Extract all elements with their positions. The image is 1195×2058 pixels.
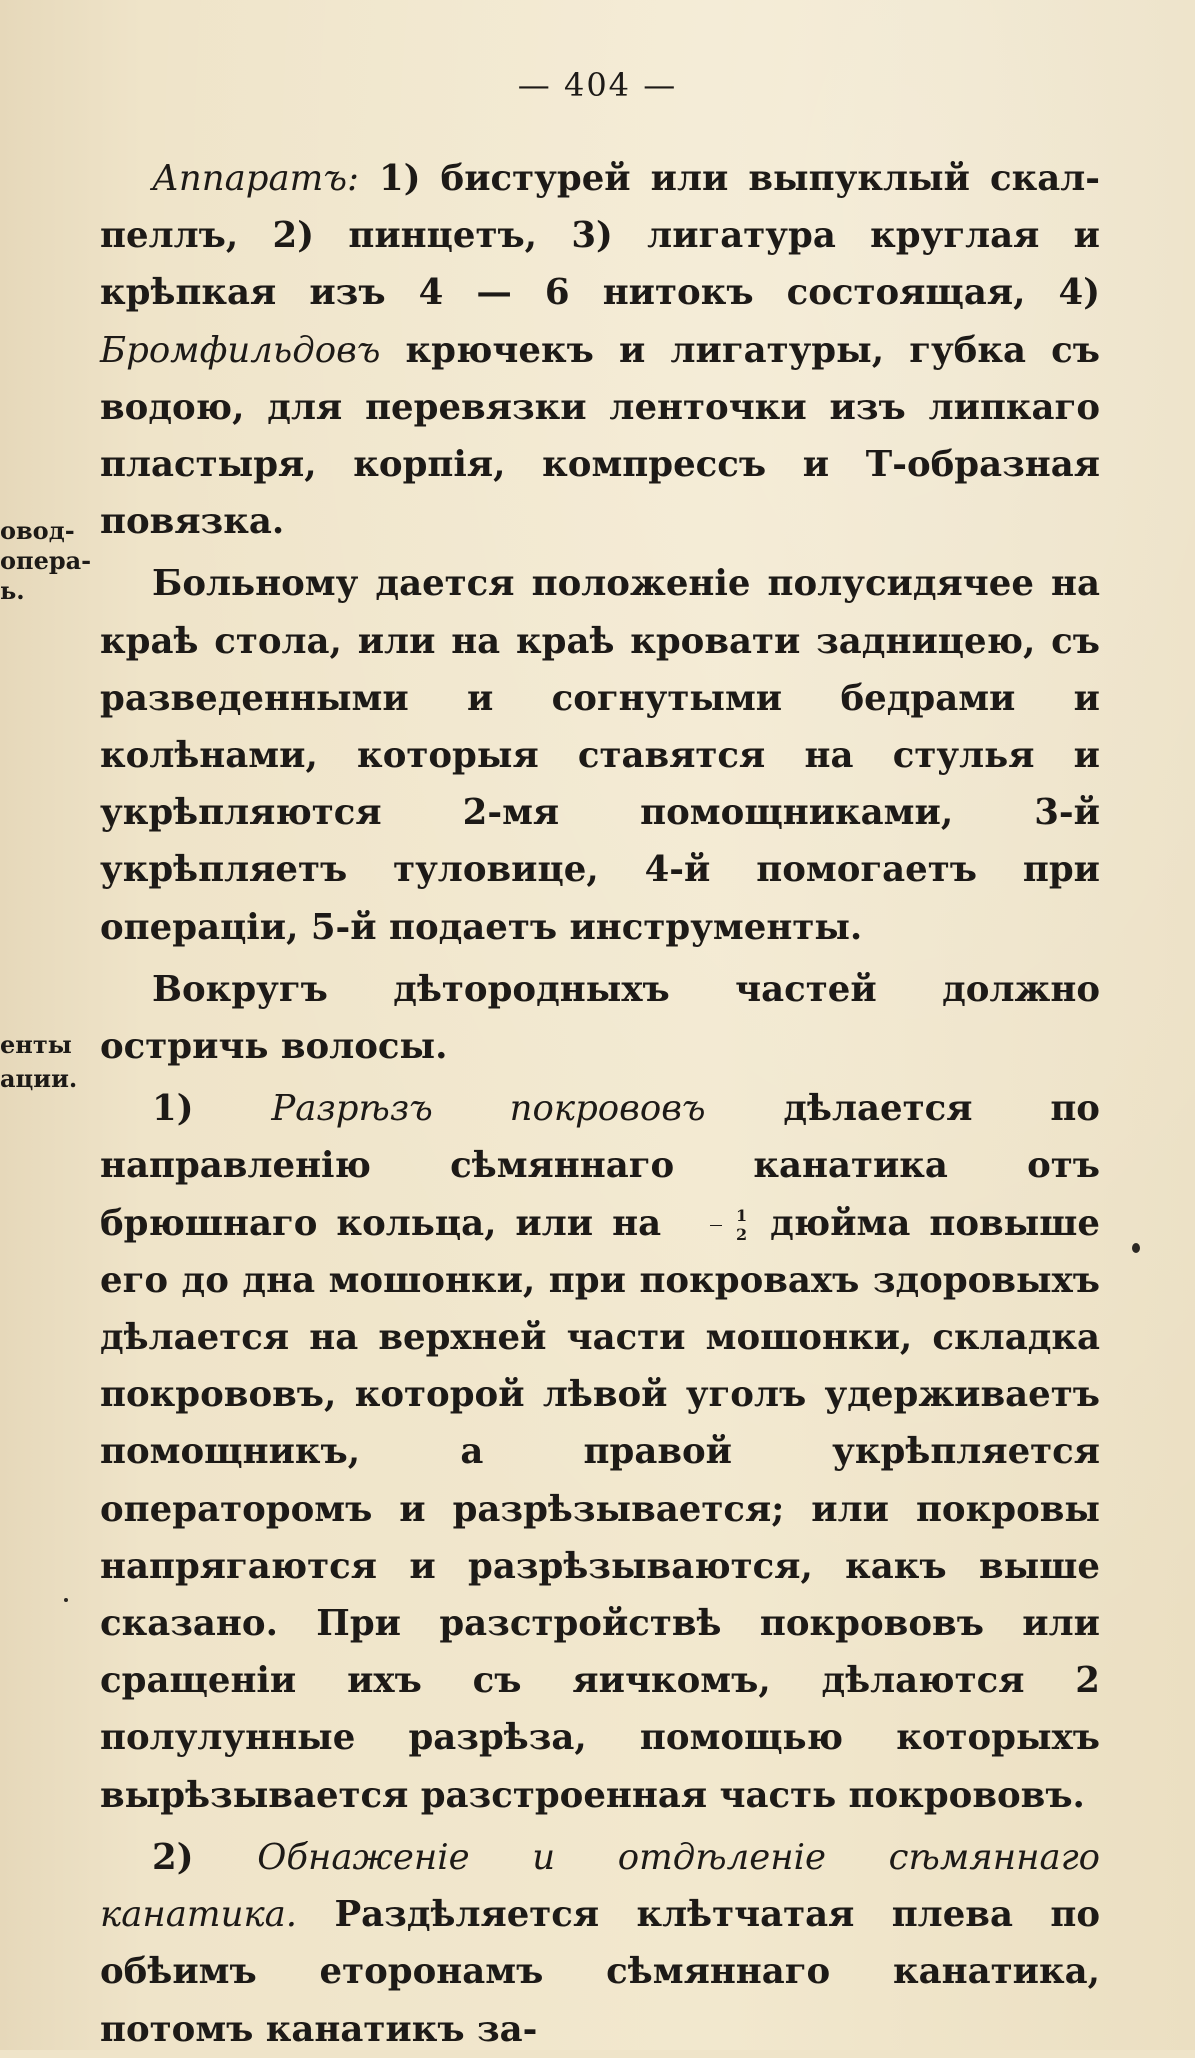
italic-term: Аппаратъ: <box>152 158 359 199</box>
italic-term: Разрѣзъ покрововъ <box>271 1088 706 1130</box>
paragraph-apparatus <box>100 150 1100 550</box>
margin-note: ь. <box>0 576 25 605</box>
margin-note: ации. <box>0 1064 78 1093</box>
text-run: крючекъ и лигатуры, губка съ водою, для перевязки ленточки изъ липкаго пластыря, корпія, компрессъ и Т-образная повязка. <box>100 329 1100 543</box>
italic-term: Бромфильдовъ <box>100 329 381 371</box>
fraction-denominator: 2 <box>736 1224 748 1244</box>
ink-spot <box>1132 1243 1140 1253</box>
text-run: дѣлается по направленію сѣмяннаго канатика отъ брюшнаго кольца, или на <box>100 1088 1100 1244</box>
fraction <box>684 1205 748 1244</box>
ink-spot <box>64 1598 68 1602</box>
text-run: Раздѣляется клѣтчатая плева по обѣимъ еторонамъ сѣмяннаго канатика, потомъ канатикъ за- <box>100 1894 1100 2050</box>
paragraph-incision <box>100 1080 1100 1824</box>
fraction-bar <box>710 1225 722 1226</box>
paragraph-position: Больному дается положеніе полусидячее на краѣ стола, или на краѣ кровати задницею, съ разведенными и согнутыми бедрами и колѣнами, которыя ставятся на стулья и укрѣпляются 2-мя помощниками, 3-й укрѣпляетъ туловице, 4-й помогаетъ при операціи, 5-й подаетъ инструменты. <box>100 563 1100 948</box>
text-run: 1) бистурей или выпуклый скал-пеллъ, 2) пинцетъ, 3) лигатура круглая и крѣпкая изъ 4 — 6 нитокъ состоящая, 4) <box>100 158 1100 314</box>
text-run: дюйма повыше его до дна мошонки, при покровахъ здоровыхъ дѣлается на верхней части мошонки, складка покрововъ, которой лѣвой уголъ удерживаетъ помощникъ, а правой укрѣпляется операторомъ и разрѣзывается; или покровы напрягаются и разрѣзываются, какъ выше сказано. При разстройствѣ покрововъ или сращеніи ихъ съ яичкомъ, дѣлаются 2 полулунные разрѣза, помощью которыхъ вырѣзывается разстроенная часть покрововъ. <box>100 1202 1100 1816</box>
body-text <box>100 150 1100 2058</box>
margin-note: енты <box>0 1030 72 1059</box>
paragraph-cord <box>100 1829 1100 2058</box>
italic-term: Обнаженіе и отдѣленіе сѣмяннаго канатика. <box>100 1836 1101 1936</box>
text-run: 1) <box>152 1088 272 1130</box>
margin-note: опера- <box>0 546 92 575</box>
page-number-header: — 404 — <box>517 66 678 104</box>
text-run: 2) <box>152 1836 258 1878</box>
margin-note: овод- <box>0 516 75 545</box>
paragraph-hair: Вокругъ дѣтородныхъ частей должно остричь волосы. <box>100 968 1100 1068</box>
fraction-numerator: 1 <box>736 1205 748 1225</box>
